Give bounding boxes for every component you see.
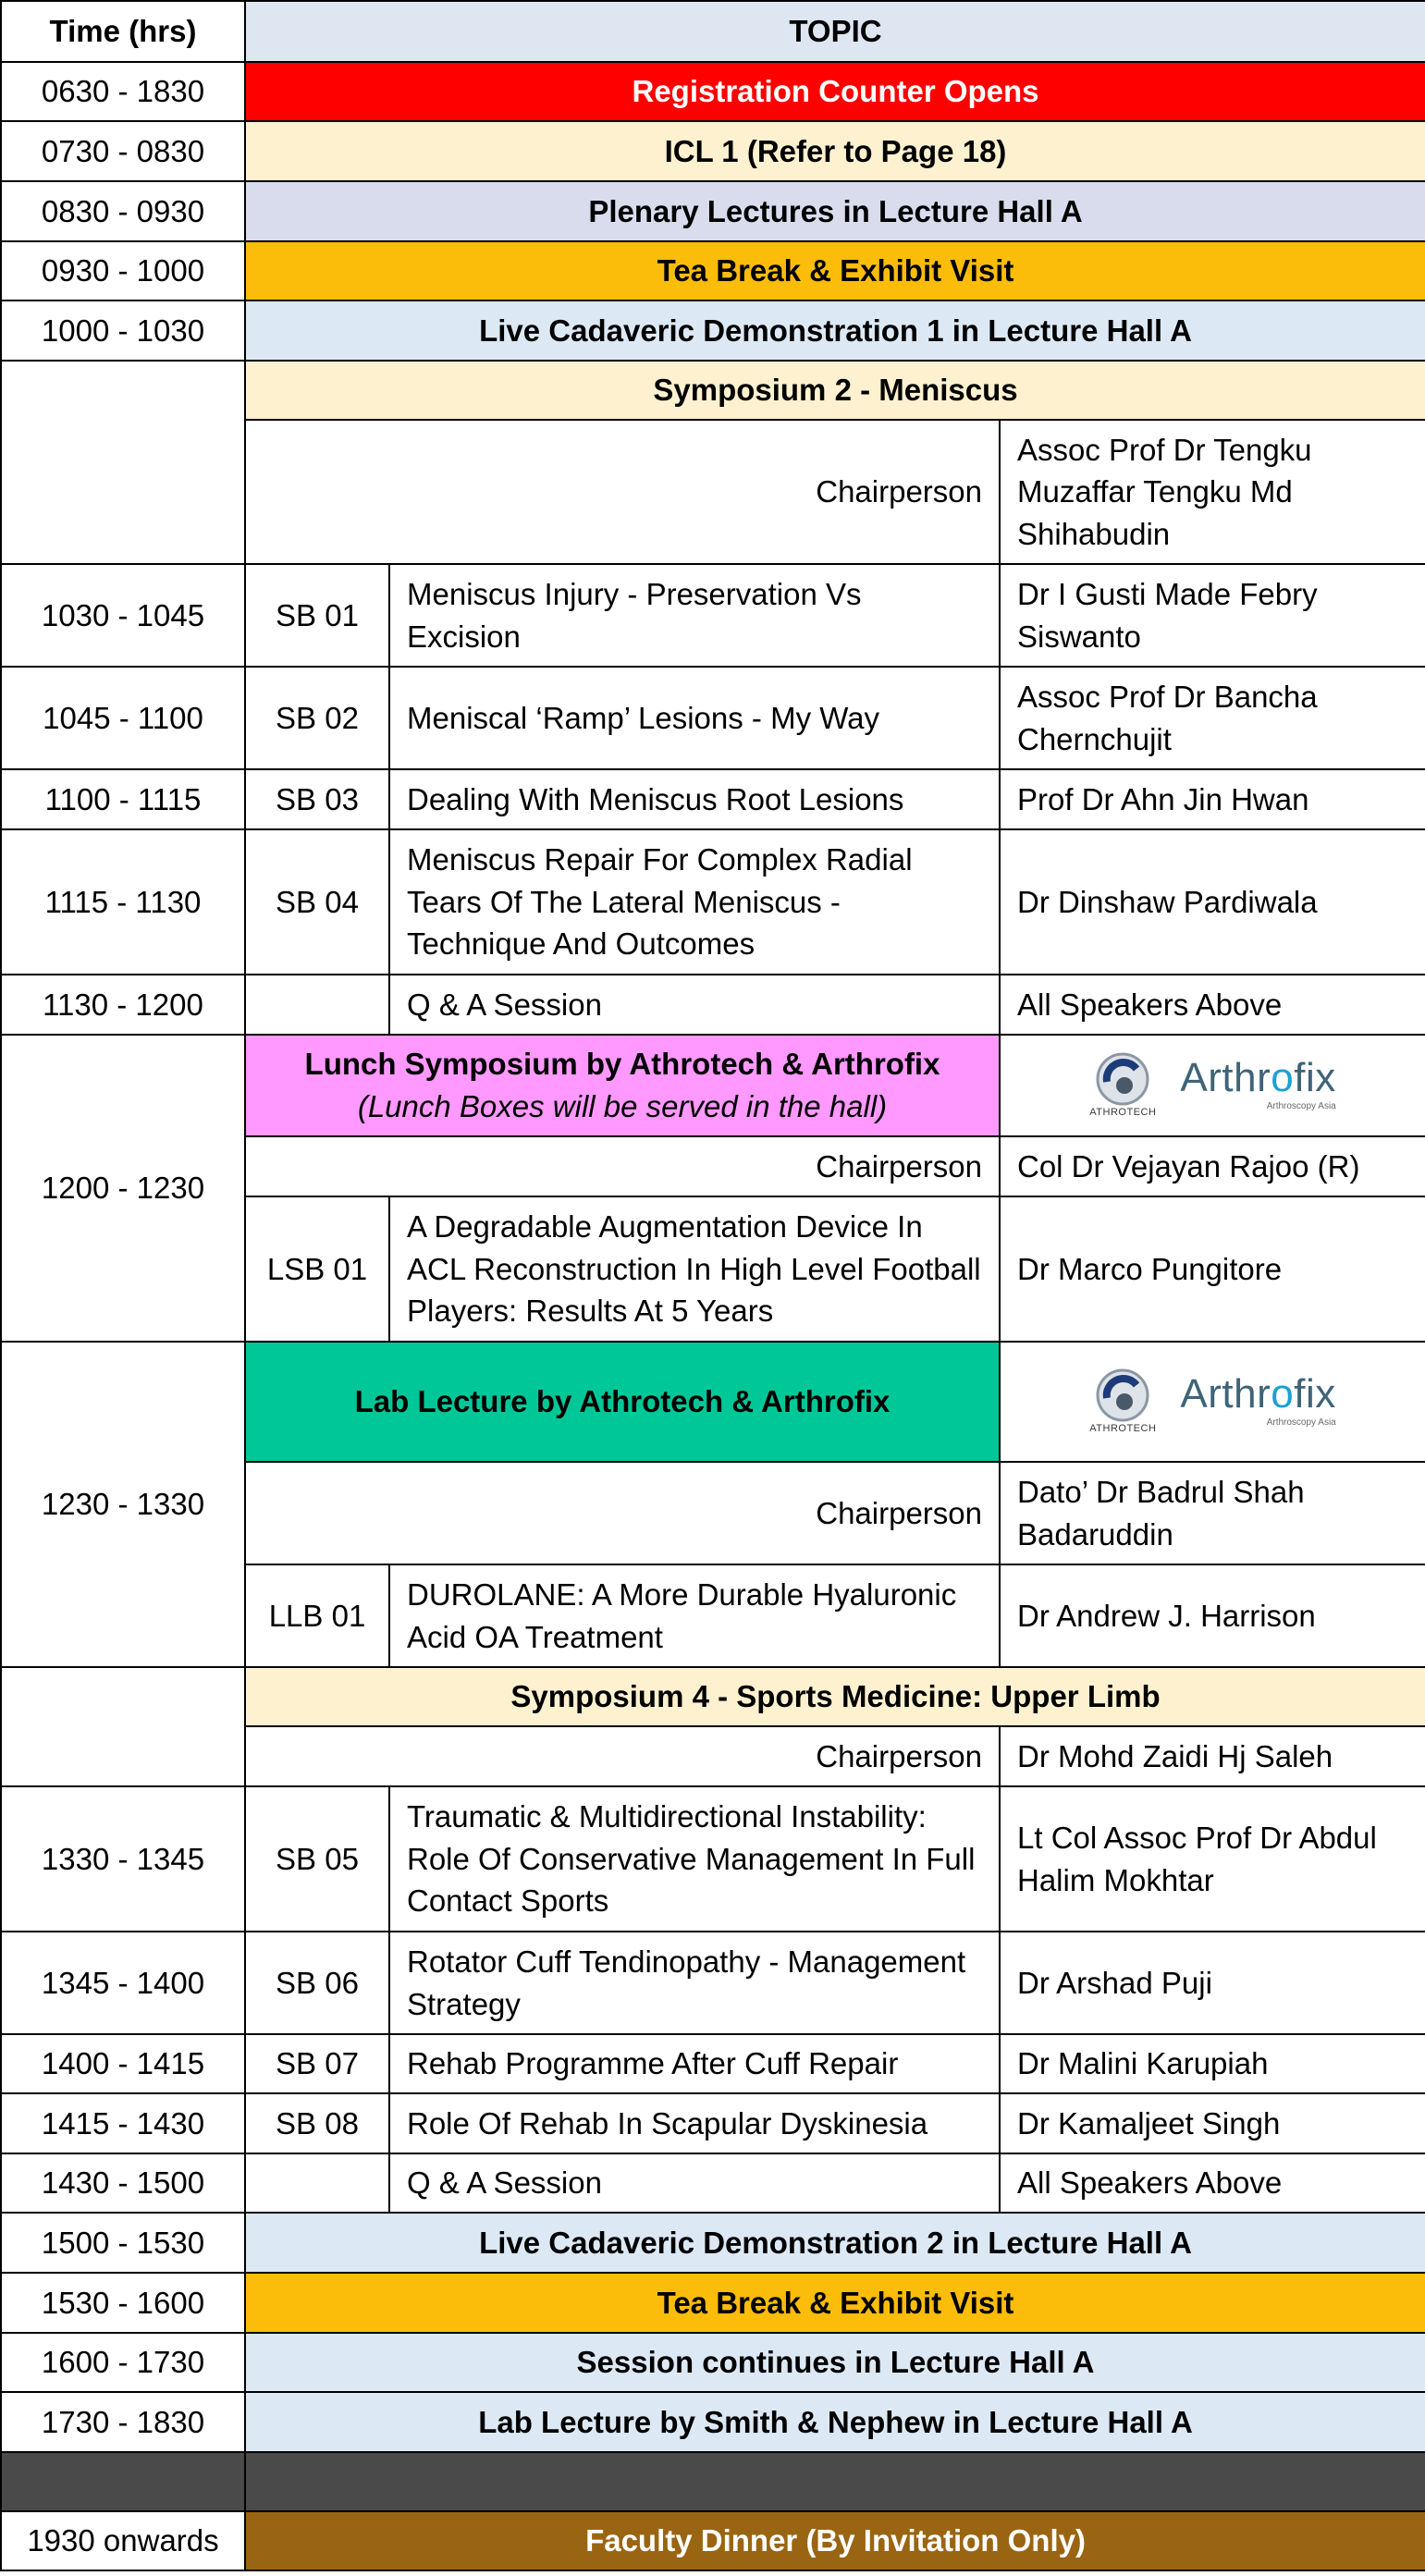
athrotech-wordmark: ATHROTECH [1089,1107,1157,1119]
athrotech-wordmark: ATHROTECH [1089,1423,1157,1435]
time-cell: 0930 - 1000 [1,241,245,301]
session-speaker: Prof Dr Ahn Jin Hwan [1000,769,1425,829]
arthrofix-tagline: Arthroscopy Asia [1266,1101,1336,1112]
session-speaker: Dr Arshad Puji [1000,1932,1425,2034]
lunch-symposium-title-row [1,1035,1425,1136]
athrotech-logo [1089,1367,1156,1436]
session-code: SB 07 [245,2034,389,2093]
table-row [1,564,1425,667]
chairperson-label: Chairperson [245,1136,1000,1196]
session-code: SB 05 [245,1786,389,1932]
arthrofix-logo: Arthrofix Arthroscopy Asia [1180,1055,1336,1112]
session-speaker: All Speakers Above [1000,2153,1425,2213]
tea-break-banner: Tea Break & Exhibit Visit [245,241,1425,301]
table-row [1,62,1425,121]
time-cell: 1930 onwards [1,2511,245,2570]
session-code: LLB 01 [245,1564,389,1667]
time-cell: 1345 - 1400 [1,1932,245,2034]
session-speaker: Assoc Prof Dr Bancha Chernchujit [1000,667,1425,769]
session-code: SB 03 [245,769,389,829]
time-cell: 1230 - 1330 [1,1342,245,1667]
session-topic: Q & A Session [389,2153,1000,2213]
table-row [1,1786,1425,1932]
time-cell-empty [1,361,245,564]
lunch-symposium-subtitle: (Lunch Boxes will be served in the hall) [357,1089,888,1123]
session-speaker: All Speakers Above [1000,975,1425,1035]
chairperson-label: Chairperson [245,420,1000,564]
table-row [1,241,1425,301]
session-topic: Traumatic & Multidirectional Instability: Role Of Conservative Management In Full Contact Sports [389,1786,1000,1932]
session-topic: Meniscal ‘Ramp’ Lesions - My Way [389,667,1000,769]
time-cell: 1200 - 1230 [1,1035,245,1342]
chairperson-name: Col Dr Vejayan Rajoo (R) [1000,1136,1425,1196]
table-row [1,121,1425,181]
time-cell: 1500 - 1530 [1,2213,245,2273]
chairperson-label: Chairperson [245,1462,1000,1564]
session-code: SB 06 [245,1932,389,2034]
table-row [1,2034,1425,2093]
session-code [245,975,389,1035]
session-code: SB 02 [245,667,389,769]
table-row [1,2511,1425,2570]
table-row [1,181,1425,241]
lunch-symposium-title: Lunch Symposium by Athrotech & Arthrofix [304,1047,940,1082]
session-topic: Dealing With Meniscus Root Lesions [389,769,1000,829]
chairperson-name: Dr Mohd Zaidi Hj Saleh [1000,1726,1425,1786]
time-cell: 1045 - 1100 [1,667,245,769]
session-topic: Rotator Cuff Tendinopathy - Management Strategy [389,1932,1000,2034]
time-cell: 1115 - 1130 [1,829,245,975]
symposium-title-row [1,361,1425,420]
time-cell: 1415 - 1430 [1,2093,245,2153]
spacer-cell [1,2452,245,2511]
header-row [1,1,1425,62]
sponsor-logos [1000,1342,1425,1462]
table-row [1,1932,1425,2034]
time-header: Time (hrs) [1,1,245,62]
session-topic: Meniscus Repair For Complex Radial Tears Of The Lateral Meniscus - Technique And Outcomes [389,829,1000,975]
table-row [1,2213,1425,2273]
session-speaker: Dr Marco Pungitore [1000,1196,1425,1342]
session-code: LSB 01 [245,1196,389,1342]
session-speaker: Dr Dinshaw Pardiwala [1000,829,1425,975]
session-continues-banner: Session continues in Lecture Hall A [245,2333,1425,2392]
lunch-symposium-title-cell [245,1035,1000,1136]
table-row [1,2273,1425,2333]
arthrofix-logo: Arthrofix Arthroscopy Asia [1180,1371,1336,1429]
session-speaker: Dr Andrew J. Harrison [1000,1564,1425,1667]
time-cell: 1530 - 1600 [1,2273,245,2333]
chairperson-name: Assoc Prof Dr Tengku Muzaffar Tengku Md Shihabudin [1000,420,1425,564]
symposium-2-title: Symposium 2 - Meniscus [245,361,1425,420]
time-cell: 1600 - 1730 [1,2333,245,2392]
table-row [1,2392,1425,2452]
session-code: SB 08 [245,2093,389,2153]
symposium-title-row [1,1667,1425,1726]
session-speaker: Lt Col Assoc Prof Dr Abdul Halim Mokhtar [1000,1786,1425,1932]
table-row [1,975,1425,1035]
session-speaker: Dr I Gusti Made Febry Siswanto [1000,564,1425,667]
table-row [1,829,1425,975]
topic-header: TOPIC [245,1,1425,62]
lab-lecture-title: Lab Lecture by Athrotech & Arthrofix [245,1342,1000,1462]
session-topic: DUROLANE: A More Durable Hyaluronic Acid OA Treatment [389,1564,1000,1667]
cadaveric-demo-banner: Live Cadaveric Demonstration 1 in Lecture Hall A [245,301,1425,361]
time-cell: 1100 - 1115 [1,769,245,829]
table-row [1,667,1425,769]
time-cell-empty [1,1667,245,1786]
faculty-dinner-banner: Faculty Dinner (By Invitation Only) [245,2511,1425,2570]
symposium-4-title: Symposium 4 - Sports Medicine: Upper Limb [245,1667,1425,1726]
athrotech-logo [1089,1050,1156,1120]
session-speaker: Dr Kamaljeet Singh [1000,2093,1425,2153]
time-cell: 1000 - 1030 [1,301,245,361]
session-topic: Meniscus Injury - Preservation Vs Excision [389,564,1000,667]
athrotech-logo-icon [1094,1050,1151,1108]
time-cell: 1030 - 1045 [1,564,245,667]
session-code [245,2153,389,2213]
time-cell: 0830 - 0930 [1,181,245,241]
time-cell: 1430 - 1500 [1,2153,245,2213]
chairperson-label: Chairperson [245,1726,1000,1786]
time-cell: 1130 - 1200 [1,975,245,1035]
session-speaker: Dr Malini Karupiah [1000,2034,1425,2093]
table-row [1,2333,1425,2392]
arthrofix-tagline: Arthroscopy Asia [1266,1417,1336,1429]
time-cell: 0730 - 0830 [1,121,245,181]
table-row [1,2093,1425,2153]
time-cell: 1330 - 1345 [1,1786,245,1932]
cadaveric-demo-banner: Live Cadaveric Demonstration 2 in Lecture Hall A [245,2213,1425,2273]
sponsor-logos [1000,1035,1425,1136]
chairperson-name: Dato’ Dr Badrul Shah Badaruddin [1000,1462,1425,1564]
table-row [1,2153,1425,2213]
session-topic: Q & A Session [389,975,1000,1035]
spacer-cell [245,2452,1425,2511]
session-code: SB 01 [245,564,389,667]
tea-break-banner: Tea Break & Exhibit Visit [245,2273,1425,2333]
table-row [1,769,1425,829]
session-topic: Rehab Programme After Cuff Repair [389,2034,1000,2093]
athrotech-logo-icon [1094,1367,1151,1424]
session-code: SB 04 [245,829,389,975]
icl-banner: ICL 1 (Refer to Page 18) [245,121,1425,181]
time-cell: 1400 - 1415 [1,2034,245,2093]
spacer-row [1,2452,1425,2511]
table-row [1,301,1425,361]
lab-lecture-title-row [1,1342,1425,1462]
registration-banner: Registration Counter Opens [245,62,1425,121]
session-topic: Role Of Rehab In Scapular Dyskinesia [389,2093,1000,2153]
time-cell: 0630 - 1830 [1,62,245,121]
plenary-banner: Plenary Lectures in Lecture Hall A [245,181,1425,241]
time-cell: 1730 - 1830 [1,2392,245,2452]
smith-nephew-banner: Lab Lecture by Smith & Nephew in Lecture Hall A [245,2392,1425,2452]
session-topic: A Degradable Augmentation Device In ACL Reconstruction In High Level Football Players: Results At 5 Years [389,1196,1000,1342]
